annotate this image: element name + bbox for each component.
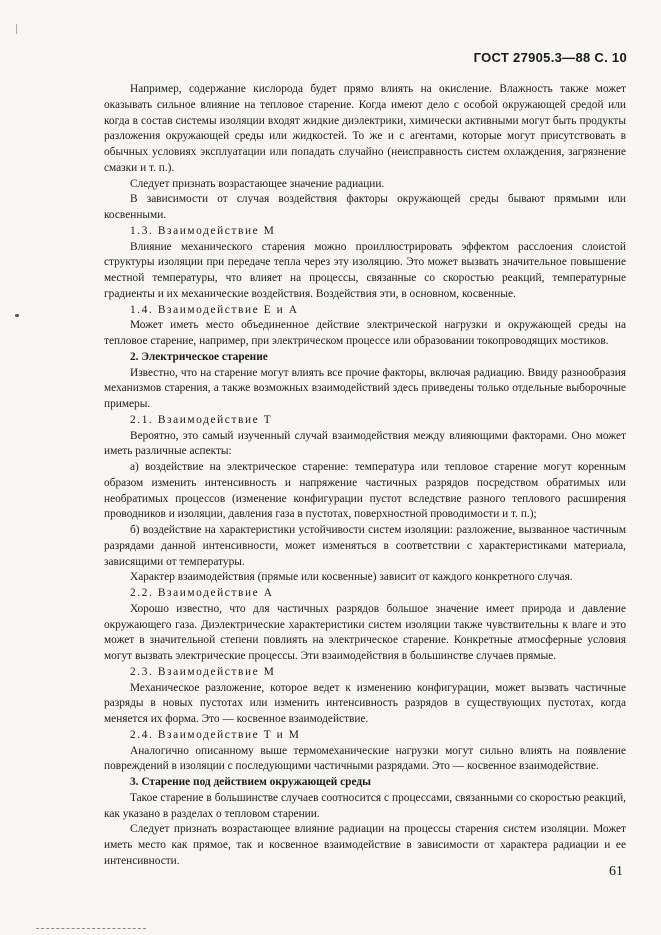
paragraph: Аналогично описанному выше термомеханические нагрузки могут сильно влиять на появление повреждений в изоляции с последующими частичными разрядами. Это — косвенное взаимодействие. (104, 744, 626, 773)
standard-header: ГОСТ 27905.3—88 С. 10 (473, 50, 627, 65)
section-heading-3: 3. Старение под действием окружающей среды (130, 776, 371, 788)
section-heading-2: 2. Электрическое старение (130, 350, 268, 363)
paragraph: Хорошо известно, что для частичных разрядов большое значение имеет природа и давление окружающего газа. Диэлектрические характеристики систем изоляции также чувствительны к влаге и это может в значительной степени повлиять на электрическое старение. Конкретные атмосферные условия могут вызвать электрические процессы. Эти взаимодействия в большинстве случаев прямые. (104, 602, 626, 662)
paragraph: Характер взаимодействия (прямые или косвенные) зависит от каждого конкретного случая. (130, 571, 573, 584)
paragraph: Влияние механического старения можно проиллюстрировать эффектом расслоения слоистой структуры изоляции при передаче тепла через эту изоляцию. Это может вызвать значительное повышение местной температуры, что влияет на процессы, связанные со скоростью реакций, температурные градиенты и их механические воздействия. Воздействия эти, в основном, косвенные. (104, 240, 626, 300)
paragraph: Например, содержание кислорода будет прямо влиять на окисление. Влажность также может оказывать сильное влияние на тепловое старение. Когда имеют дело с особой окружающей средой или когда в состав системы изоляции входят жидкие диэлектрики, химически активными могут быть продукты разложения окружающей среды или жидкостей. То же и с агентами, которые могут присутствовать в обычных условиях эксплуатации или попадать случайно (неисправность систем охлаждения, загрязнение смазки и т. п.). (104, 83, 626, 174)
document-body (104, 82, 626, 870)
paragraph: а) воздействие на электрическое старение: температура или тепловое старение могут коренным образом изменить интенсивность и напряжение частичных разрядов посредством обратимых или необратимых процессов (изменение конфигурации пустот вследствие разного теплового расширения проводников и изоляции, давления газа в пустотах, поверхностной проводимости и т. п.); (104, 461, 626, 521)
paragraph: Следует признать возрастающее значение радиации. (130, 177, 385, 190)
scan-edge-line (36, 928, 146, 930)
section-heading-1-3: 1.3. Взаимодействие М (130, 224, 276, 237)
paragraph: Может иметь место объединенное действие электрической нагрузки и окружающей среды на тепловое старение, например, при электрическом процессе или образовании токопроводящих мостиков. (104, 319, 626, 347)
paragraph: Такое старение в большинстве случаев соотносится с процессами, связанными со скоростью реакций, как указано в разделах о тепловом старении. (104, 791, 626, 820)
section-heading-2-1: 2.1. Взаимодействие Т (130, 413, 273, 426)
scan-mark (15, 314, 19, 317)
page-number: 61 (609, 864, 623, 879)
paragraph: В зависимости от случая воздействия факторы окружающей среды бывают прямыми или косвенными. (104, 193, 626, 221)
paragraph: Вероятно, это самый изученный случай взаимодействия между влияющими факторами. Оно может иметь различные аспекты: (104, 429, 626, 458)
section-heading-2-4: 2.4. Взаимодействие Т и М (130, 728, 301, 741)
section-heading-2-2: 2.2. Взаимодействие А (130, 587, 274, 599)
paragraph: Механическое разложение, которое ведет к изменению конфигурации, может вызвать частичные разряды в новых пустотах или изменить интенсивность разрядов в существующих пустотах, когда меняется их форма. Это — косвенное взаимодействие. (104, 681, 626, 725)
scan-mark-top (16, 24, 17, 34)
section-heading-1-4: 1.4. Взаимодействие Е и А (130, 303, 299, 316)
paragraph: Известно, что на старение могут влиять все прочие факторы, включая радиацию. Ввиду разнообразия механизмов старения, а также возможных взаимодействий здесь приведены только отдельные выборочные примеры. (104, 366, 626, 410)
paragraph: Следует признать возрастающее влияние радиации на процессы старения систем изоляции. Может иметь место как прямое, так и косвенное взаимодействие в зависимости от характера радиации и ее интенсивности. (104, 823, 626, 867)
paragraph: б) воздействие на характеристики устойчивости систем изоляции: разложение, вызванное частичным разрядами данной интенсивности, может изменяться в соответствии с характеристиками материала, зависящими от температуры. (104, 524, 626, 568)
section-heading-2-3: 2.3. Взаимодействие М (130, 665, 276, 678)
